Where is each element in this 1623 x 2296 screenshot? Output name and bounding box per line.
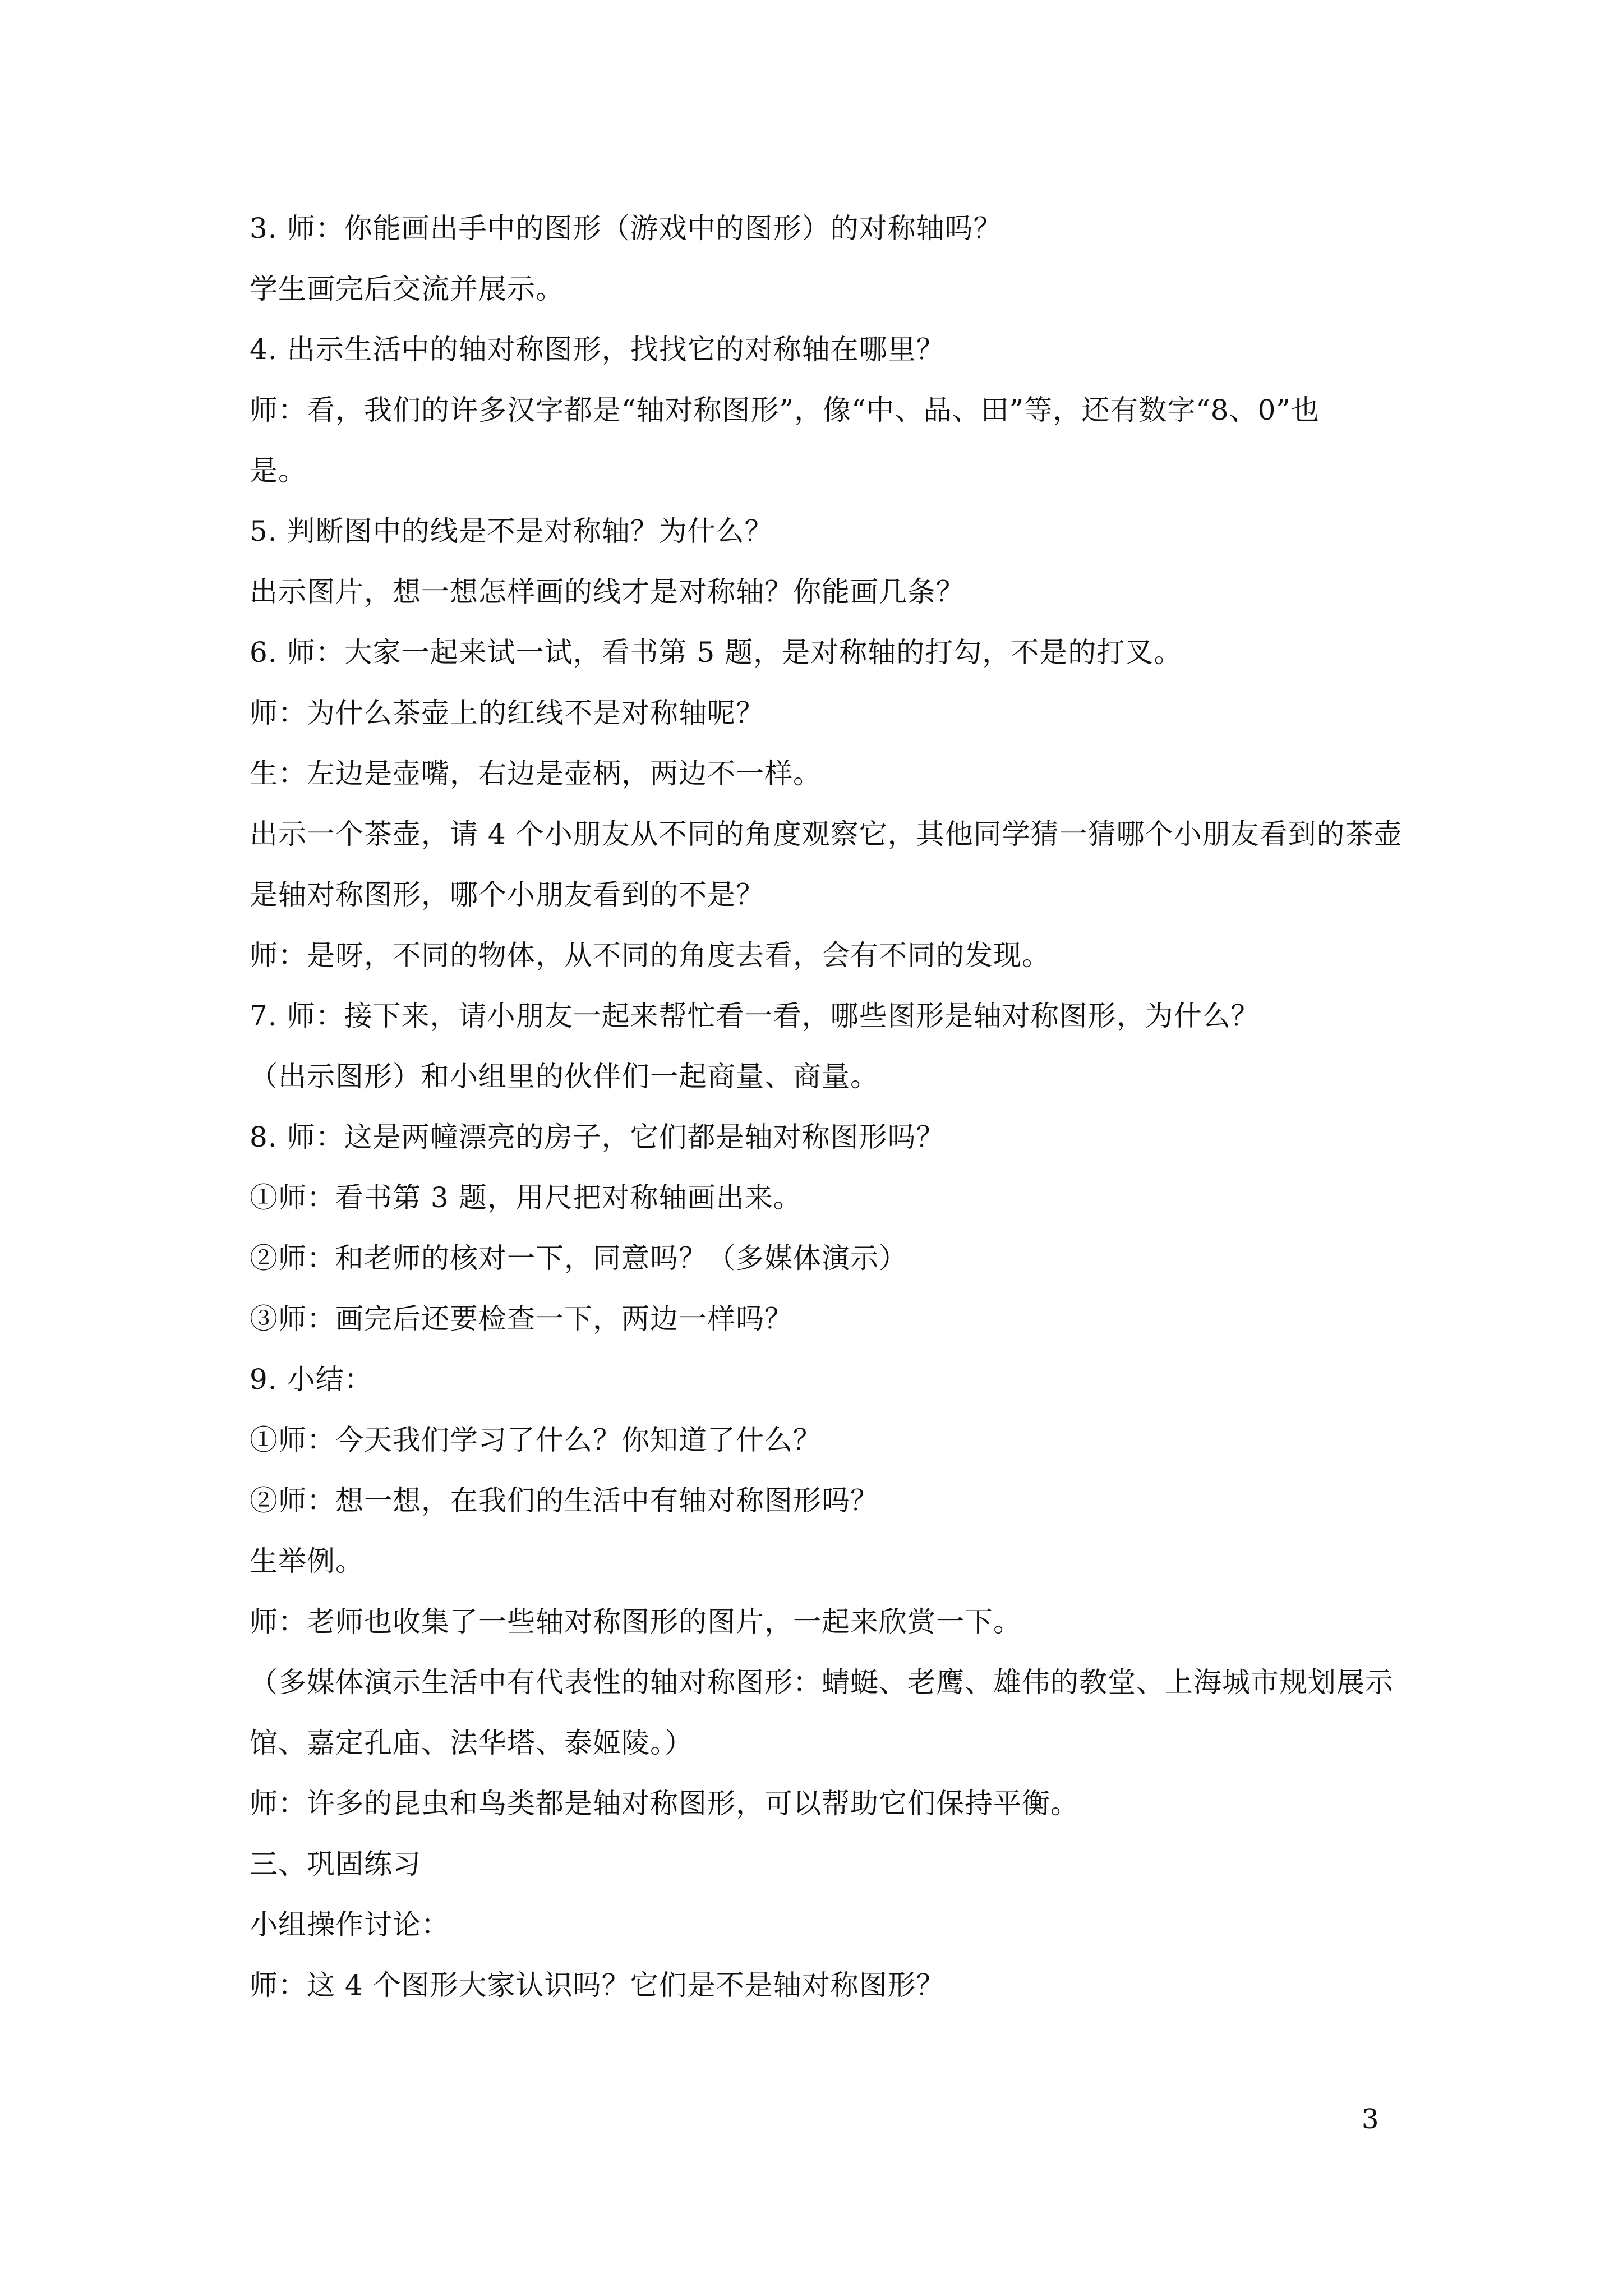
text-line: 出示一个茶壶，请 4 个小朋友从不同的角度观察它，其他同学猜一猜哪个小朋友看到的茶壶 (250, 818, 1403, 850)
text-line: 生举例。 (250, 1545, 364, 1577)
text-line: ①师：看书第 3 题，用尺把对称轴画出来。 (250, 1181, 802, 1214)
text-line: 6. 师：大家一起来试一试，看书第 5 题，是对称轴的打勾，不是的打叉。 (250, 636, 1183, 669)
text-line: 师：许多的昆虫和鸟类都是轴对称图形，可以帮助它们保持平衡。 (250, 1787, 1079, 1820)
text-line: 馆、嘉定孔庙、法华塔、泰姬陵。） (250, 1727, 693, 1759)
text-line: 小组操作讨论： (250, 1908, 450, 1941)
text-line: 5. 判断图中的线是不是对称轴？为什么？ (250, 515, 773, 547)
text-line: 师：为什么茶壶上的红线不是对称轴呢？ (250, 697, 764, 729)
text-line: ②师：想一想，在我们的生活中有轴对称图形吗？ (250, 1484, 879, 1517)
text-line: ②师：和老师的核对一下，同意吗？（多媒体演示） (250, 1242, 907, 1274)
text-line: 是。 (250, 454, 307, 487)
text-line: 师：老师也收集了一些轴对称图形的图片，一起来欣赏一下。 (250, 1605, 1022, 1638)
page-number: 3 (1362, 2104, 1379, 2135)
text-line: 出示图片，想一想怎样画的线才是对称轴？你能画几条？ (250, 576, 965, 608)
text-line: 是轴对称图形，哪个小朋友看到的不是？ (250, 878, 764, 911)
text-line: 师：是呀，不同的物体，从不同的角度去看，会有不同的发现。 (250, 939, 1050, 972)
text-line: 8. 师：这是两幢漂亮的房子，它们都是轴对称图形吗？ (250, 1121, 945, 1153)
text-line: 7. 师：接下来，请小朋友一起来帮忙看一看，哪些图形是轴对称图形，为什么？ (250, 1000, 1260, 1032)
text-line: 生：左边是壶嘴，右边是壶柄，两边不一样。 (250, 757, 822, 790)
text-line: ③师：画完后还要检查一下，两边一样吗？ (250, 1303, 793, 1335)
text-line: ①师：今天我们学习了什么？你知道了什么？ (250, 1424, 822, 1456)
text-line: 9. 小结： (250, 1363, 373, 1396)
text-line: 3. 师：你能画出手中的图形（游戏中的图形）的对称轴吗？ (250, 212, 1002, 245)
text-line: 4. 出示生活中的轴对称图形，找找它的对称轴在哪里？ (250, 333, 945, 366)
text-line: 学生画完后交流并展示。 (250, 273, 564, 305)
page-body (250, 210, 1403, 2028)
text-line: 师：看，我们的许多汉字都是“轴对称图形”，像“中、品、田”等，还有数字“8、0”也 (250, 394, 1320, 426)
text-line: （多媒体演示生活中有代表性的轴对称图形：蜻蜓、老鹰、雄伟的教堂、上海城市规划展示 (250, 1666, 1394, 1699)
text-line: 三、巩固练习 (250, 1848, 421, 1880)
text-line: 师：这 4 个图形大家认识吗？它们是不是轴对称图形？ (250, 1969, 945, 2001)
text-line: （出示图形）和小组里的伙伴们一起商量、商量。 (250, 1060, 879, 1093)
